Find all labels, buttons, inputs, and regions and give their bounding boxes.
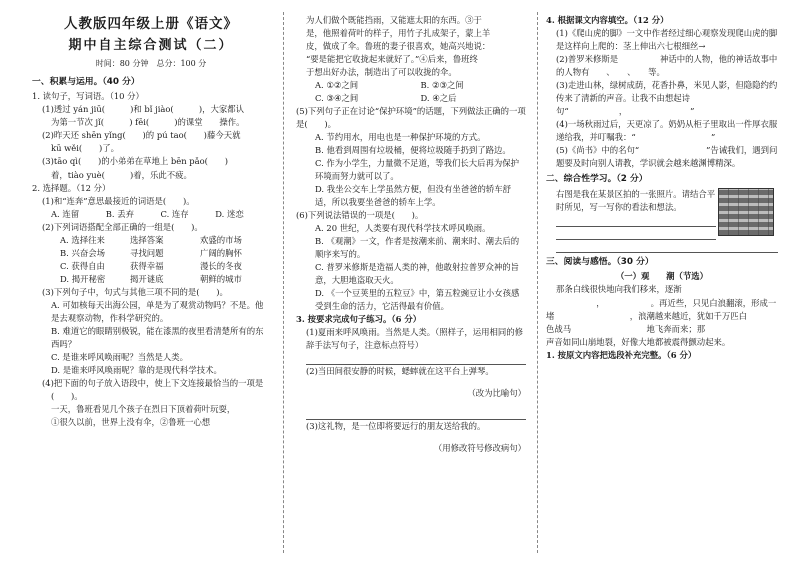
passage-line: 为人们做个既能挡雨，又能遮太阳的东西。③于 [306, 15, 482, 25]
answer-line[interactable] [556, 228, 716, 240]
question-line: (1)夏雨来呼风唤雨。当然是人类。（照样子，运用相同的修辞手法写句子，注意标点符号） [306, 327, 524, 351]
option: 选择答案 [130, 234, 164, 245]
question-note: （用修改符号修改病句） [433, 442, 526, 453]
option: 寻找问题 [130, 247, 164, 258]
option: B. 兴奋会场 [60, 247, 105, 258]
passage-line: ①很久以前，世界上没有伞，②鲁班一心想 [51, 416, 211, 427]
option: D. 我坐公交车上学虽然方便，但没有坐爸爸的轿车舒适，所以我要坐爸爸的轿车上学。 [315, 184, 511, 208]
page-subtitle: 期中自主综合测试（二） [68, 38, 234, 54]
passage-line: 堵 ，浪潮越来越近，犹如千万匹白 [546, 310, 747, 321]
section-heading: 一、积累与运用。（40 分） [32, 76, 140, 87]
option: C. 作为小学生，力量微不足道，等我们长大后再为保护环境而努力就可以了。 [315, 158, 520, 182]
section-heading: 二、综合性学习。（2 分） [546, 174, 648, 185]
option: C. 获得自由 [60, 260, 105, 271]
scenic-photo [718, 188, 774, 236]
passage-line: 皮，做成了伞。鲁班的妻子很喜欢，她高兴地说： [306, 41, 491, 52]
question-heading: 2. 选择题。（12 分） [32, 182, 111, 193]
option: C. ③④之间 [315, 93, 359, 104]
question-line: (4)一场秋雨过后，天更凉了。奶奶从柜子里取出一件厚衣服递给我，并叮嘱我：“ ” [556, 119, 778, 143]
question-line: (1)《爬山虎的脚》一文中作者经过细心观察发现爬山虎的脚是这样向上爬的：茎上伸出六七根细丝→ [556, 28, 778, 52]
question-heading: 1. 按原文内容把选段补充完整。（6 分） [546, 349, 697, 360]
answer-line[interactable] [556, 215, 716, 227]
fold-line [283, 12, 284, 553]
option: B. ②③之间 [420, 80, 464, 91]
option: B. 难道它的眼睛别极锐，能在漆黑的夜里看清楚所有的东西吗？ [51, 325, 264, 349]
option: D. 《一个豆荚里的五粒豆》中，第五粒豌豆让小女孩感受到生命的活力，它活得最有价值。 [315, 288, 520, 312]
passage-line: ， 。再近些，只见白浪翻滚，形成一 [546, 297, 777, 308]
option: B. 丢弃 [105, 208, 134, 219]
option: 广阔的胸怀 [200, 247, 242, 258]
column-2 [296, 14, 526, 555]
question-line: 为第一节次 jǐ( ) fēi( )的课堂 操作。 [51, 117, 245, 128]
passage-line: “要是能把它收拢起来就好了。”④后来，鲁班终 [306, 54, 478, 65]
option: 漫长的冬夜 [200, 260, 242, 271]
passage-line: 一天，鲁班看见几个孩子在烈日下顶着荷叶玩耍， [51, 403, 236, 414]
option: C. 是谁来呼风唤雨呢？当然是人类。 [51, 351, 189, 362]
question-heading: 1. 读句子，写词语。（10 分） [32, 91, 144, 102]
question-line: kū wěi( )了。 [51, 143, 119, 154]
question-line: (5)下列句子正在讨论“保护环境”的话题，下列做法正确的一项是( )。 [296, 106, 526, 130]
question-heading: 4. 根据课文内容填空。（12 分） [546, 15, 669, 25]
question-line: (2)当田间很安静的时候，蟋蟀就在这平台上弹琴。 [306, 366, 494, 377]
option-row [32, 208, 270, 221]
question-line: (5)《尚书》中的名句“ ”告诫我们，遇到问题要及时向别人请教，学识就会越来越渊博精深。 [556, 145, 778, 169]
word-grid [32, 234, 270, 286]
question-heading: 3. 按要求完成句子练习。（6 分） [296, 314, 422, 325]
question-line: 着，tiào yuè( )着，乐此不疲。 [51, 169, 192, 180]
answer-line[interactable] [556, 241, 778, 253]
answer-line[interactable] [306, 353, 526, 365]
option: A. 选择往来 [60, 234, 105, 245]
question-line: (3)走进山林，绿树成荫，花香扑鼻，米见人影，但隐隐约约传来了清新的声音。让我不由想起诗句“ ， ” [556, 80, 778, 117]
option: D. 是谁来呼风唤雨呢？靠的是现代科学技术。 [51, 364, 222, 375]
question-line: (4)把下面的句子放入语段中，使上下文连接最恰当的一项是 [42, 377, 264, 388]
option: D. 揭开秘密 [60, 273, 106, 284]
option: C. 连存 [160, 208, 189, 219]
page-title: 人教版四年级上册《语文》 [64, 16, 238, 32]
question-line: (3)这礼物，是一位即将要远行的朋友送给我的。 [306, 421, 486, 432]
reading-title: （一）观 潮（节选） [615, 271, 709, 282]
answer-line[interactable] [306, 408, 526, 420]
answer-paren: ( )。 [51, 390, 83, 401]
option: A. ①②之间 [315, 80, 359, 91]
exam-meta: 时间：80 分钟 总分：100 分 [95, 59, 207, 69]
passage-line: 是，他照着荷叶的样子，用竹子扎成架子，蒙上羊 [306, 28, 491, 39]
option: D. 迷恋 [215, 208, 244, 219]
column-3 [546, 14, 778, 555]
option: A. 连留 [51, 208, 80, 219]
fold-line [537, 12, 538, 553]
question-line: (6)下列说法错误的一项是( )。 [296, 210, 424, 221]
question-line: (3)下列句子中，句式与其他三项不同的是( )。 [42, 286, 228, 297]
option: 欢盛的市场 [200, 234, 242, 245]
question-line: (1)透过 yán jiū( )和 bǐ jiào( )，大家都认 [42, 104, 244, 115]
option: B. 他看到周围有垃圾桶，便将垃圾随手扔到了路边。 [315, 145, 511, 156]
option: 揭开谜底 [130, 273, 164, 284]
option-row [296, 79, 526, 105]
question-line: (1)和“连奔”意思最接近的词语是( )。 [42, 195, 195, 206]
question-note: （改为比喻句） [467, 387, 526, 398]
option: A. 节约用水，用电也是一种保护环境的方式。 [315, 132, 486, 143]
option: D. ④之后 [420, 93, 457, 104]
option: 朝鲜的城市 [200, 273, 242, 284]
option: A. 20 世纪，人类要有现代科学技术呼风唤雨。 [315, 223, 491, 234]
passage-line: 那条白线很快地向我们移来，逐渐 [556, 284, 682, 295]
option: A. 可如核每天出海公园，单是为了观赏动物吗？不是。他是去观察动物，作科学研究的。 [51, 299, 264, 323]
option: 获得幸福 [130, 260, 164, 271]
question-line: (2)下列词语搭配全部正确的一组是( )。 [42, 221, 203, 232]
passage-line: 声音如同山崩地裂，好像大地都被震得颤动起来。 [546, 336, 731, 347]
question-line: (2)普罗米修斯是 神话中的人物，他的神话故事中的人物有 、 、 等。 [556, 54, 778, 78]
photo-question [546, 188, 778, 240]
passage-line: 于想出好办法，制造出了可以收拢的伞。 [306, 67, 457, 78]
passage-line: 色战马 地飞奔而来；那 [546, 323, 706, 334]
question-line: 右图是我在某景区拍的一张照片。请结合平时所见，写一写你的看法和想法。 [556, 188, 716, 212]
column-1 [32, 14, 270, 555]
question-line: (3)tāo qì( )的小弟弟在草地上 bēn pǎo( ) [42, 156, 228, 167]
question-line: (2)昨天还 shēn yǐng( )的 pú tao( )藤今天就 [42, 130, 241, 141]
option: B. 《观潮》一文，作者是按潮来前、潮来时、潮去后的顺序来写的。 [315, 236, 520, 260]
section-heading: 三、阅读与感悟。（30 分） [546, 256, 654, 267]
option: C. 普罗米修斯是造福人类的神，他敢射拉普罗众神的旨意，大胆地盗取天火。 [315, 262, 520, 286]
